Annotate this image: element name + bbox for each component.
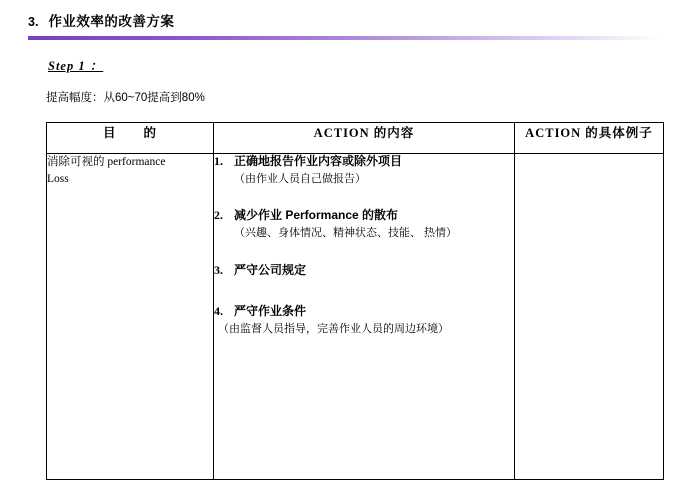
list-item	[214, 263, 514, 279]
header-action-content: ACTION 的内容	[214, 123, 515, 154]
list-item	[214, 208, 514, 240]
action-detail-1: （由作业人员自己做报告）	[234, 172, 366, 185]
cell-action-content	[214, 154, 515, 480]
action-title-2: 减少作业 Performance 的散布	[234, 208, 399, 223]
action-table	[46, 122, 664, 480]
purpose-text: 消除可视的 performance Loss	[47, 156, 166, 185]
action-heading-4	[214, 304, 514, 320]
action-heading-1	[214, 154, 514, 170]
table-body-row	[47, 154, 664, 480]
step-label: Step 1 ：	[48, 59, 104, 73]
action-title-4: 严守作业条件	[234, 304, 307, 319]
list-item	[214, 304, 514, 336]
action-heading-3	[214, 263, 514, 279]
improvement-range-text: 提高幅度：从60~70提高到80%	[46, 92, 205, 104]
action-title-1: 正确地报告作业内容或除外项目	[234, 154, 403, 168]
cell-action-examples	[515, 154, 664, 480]
action-number-1: 1.	[214, 154, 223, 168]
action-detail-4: （由监督人员指导，完善作业人员的周边环境）	[218, 323, 449, 336]
title-divider	[28, 36, 660, 40]
action-heading-2	[214, 208, 514, 224]
action-title-3: 严守公司规定	[234, 262, 307, 277]
header-action-examples: ACTION 的具体例子	[515, 123, 664, 154]
action-number-3: 3.	[214, 262, 223, 277]
table-header-row	[47, 123, 664, 154]
action-number-2: 2.	[214, 208, 223, 223]
header-purpose: 目 的	[47, 123, 214, 154]
list-item	[214, 154, 514, 186]
title-text: 作业效率的改善方案	[48, 14, 175, 29]
title-number: 3.	[28, 15, 39, 29]
cell-purpose	[47, 154, 214, 480]
action-number-4: 4.	[214, 304, 223, 319]
page-title	[28, 10, 174, 30]
action-detail-2: （兴趣、身体情况、精神状态、技能、 热情）	[234, 227, 458, 240]
